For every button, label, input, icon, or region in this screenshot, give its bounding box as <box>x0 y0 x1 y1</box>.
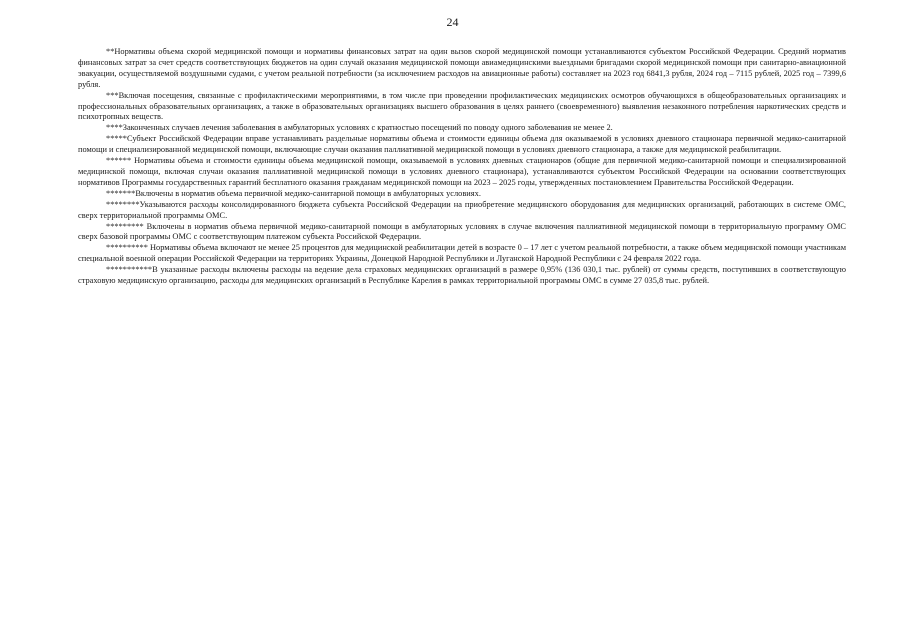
footnote-day-hospital-separate-standards: *****Субъект Российской Федерации вправе устанавливать раздельные нормативы объема и стоимости единицы объема для оказываемой в условиях дневного стационара первичной медико-санитарной помощи и специализированной медицинской помощи, включающие случаи оказания паллиативной медицинской помощи в условиях дневного стационара, а также для медицинской реабилитации. <box>78 134 846 155</box>
footnote-day-hospital-common-standards: ****** Нормативы объема и стоимости единицы объема медицинской помощи, оказываемой в условиях дневных стационаров (общие для первичной медико-санитарной помощи и специализированной медицинской помощи, включая случаи оказания паллиативной медицинской помощи в условиях дневного стационара), устанавливаются субъектом Российской Федерации на основании соответствующих нормативов Программы государственных гарантий бесплатного оказания гражданам медицинской помощи на 2023 – 2025 годы, утвержденных постановлением Правительства Российской Федерации. <box>78 156 846 187</box>
footnote-completed-cases: ****Законченных случаев лечения заболевания в амбулаторных условиях с кратностью посещений по поводу одного заболевания не менее 2. <box>106 123 613 133</box>
footnote-equipment-expenses: ********Указываются расходы консолидированного бюджета субъекта Российской Федерации на приобретение медицинского оборудования для медицинских организаций, работающих в системе ОМС, сверх территориальной программы ОМС. <box>78 199 846 220</box>
footnote-insurance-expenses: ***********В указанные расходы включены расходы на ведение дела страховых медицинских организаций в размере 0,95% (136 030,1 тыс. рублей) от суммы средств, поступивших в соответствующую страховую медицинскую организацию, расходы для медицинских организаций в Республике Карелия в рамках территориальной программы ОМС в сумме 27 035,8 тыс. рублей. <box>78 265 846 286</box>
footnote-included-in-outpatient: *******Включены в норматив объема первичной медико-санитарной помощи в амбулаторных условиях. <box>106 188 481 198</box>
footnote-preventive-visits: ***Включая посещения, связанные с профилактическими мероприятиями, в том числе при проведении профилактических медицинских осмотров обучающихся в общеобразовательных организациях и профессиональных образовательных организациях, а также в образовательных организациях высшего образования в целях раннего (своевременного) выявления незаконного потребления наркотических средств и психотропных веществ. <box>78 90 846 122</box>
footnote-rehabilitation-volume: ********** Нормативы объема включают не менее 25 процентов для медицинской реабилитации детей в возрасте 0 – 17 лет с учетом реальной потребности, а также объем медицинской помощи участникам специальной военной операции Российской Федерации на территориях Украины, Донецкой Народной Республики и Луганской Народной Республики с 24 февраля 2022 года. <box>78 243 846 264</box>
footnote-palliative-care: ********* Включены в норматив объема первичной медико-санитарной помощи в амбулаторных условиях в случае включения паллиативной медицинской помощи в территориальную программу ОМС сверх базовой программы ОМС с соответствующим платежом субъекта Российской Федерации. <box>78 221 846 242</box>
footnotes-block <box>78 47 846 287</box>
footnote-ambulance-standards: **Нормативы объема скорой медицинской помощи и нормативы финансовых затрат на один вызов скорой медицинской помощи устанавливаются субъектом Российской Федерации. Средний норматив финансовых затрат за счет средств соответствующих бюджетов на один случай оказания медицинской помощи авиамедицинскими выездными бригадами скорой медицинской помощи при санитарно-авиационной эвакуации, осуществляемой воздушными судами, с учетом реальной потребности (за исключением расходов на авиационные работы) составляет на 2023 год 6841,3 рубля, 2024 год – 7115 рублей, 2025 год – 7399,6 рубля. <box>78 47 846 89</box>
page-number: 24 <box>446 15 459 29</box>
